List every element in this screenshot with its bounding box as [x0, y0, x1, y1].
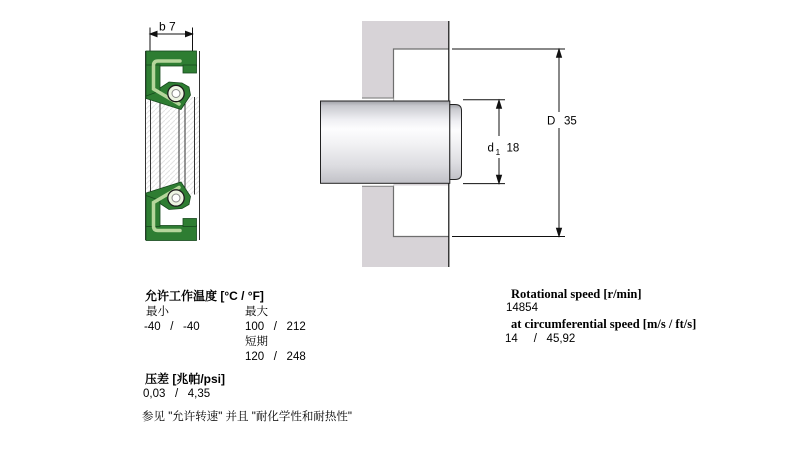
garter-spring-top-core — [172, 90, 180, 98]
d1-label-value: 18 — [506, 142, 520, 155]
reference-note: 参见 "允许转速" 并且 "耐化学性和耐热性" — [142, 411, 352, 423]
b-arrow-right-icon — [186, 31, 193, 36]
d1-dimension — [463, 100, 505, 184]
temperature-short-term-label: 短期 — [245, 336, 268, 348]
pressure-section-header: 压差 [兆帕/psi] — [145, 372, 225, 386]
D-arrow-up-icon — [557, 49, 562, 57]
temperature-min-label: 最小 — [146, 306, 169, 318]
seal-cap-step-top — [183, 65, 197, 73]
seal-metal-insert-hatch — [146, 97, 200, 195]
d1-arrow-down-icon — [497, 175, 502, 183]
d1-arrow-up-icon — [497, 100, 502, 108]
b-dimension-label: b 7 — [159, 19, 176, 34]
temperature-max-label: 最大 — [245, 306, 268, 318]
shaft — [321, 101, 450, 183]
circumferential-speed-value: 14 / 45,92 — [505, 333, 576, 345]
seal-seat-top — [394, 49, 449, 101]
circumferential-speed-header: at circumferential speed [m/s / ft/s] — [511, 317, 697, 331]
temperature-section-header: 允许工作温度 [°C / °F] — [145, 289, 264, 303]
garter-spring-bottom-core — [172, 194, 180, 202]
mounting-drawing — [321, 21, 577, 267]
D-label-value: 35 — [564, 115, 577, 128]
rotational-speed-value: 14854 — [506, 302, 538, 314]
rotational-speed-header: Rotational speed [r/min] — [511, 287, 642, 301]
D-dimension-label — [547, 116, 577, 128]
temperature-max-value: 100 / 212 — [245, 321, 306, 333]
seal-cross-section-drawing — [146, 20, 200, 241]
d1-label-prefix: d — [487, 142, 494, 155]
d1-dimension-label — [488, 143, 520, 158]
pressure-value: 0,03 / 4,35 — [143, 388, 211, 400]
shaft-end-chamfer — [450, 105, 462, 180]
temperature-min-value: -40 / -40 — [144, 321, 200, 333]
d1-label-subscript: 1 — [495, 147, 501, 157]
temperature-short-term-value: 120 / 248 — [245, 351, 306, 363]
D-arrow-down-icon — [557, 228, 562, 236]
D-label-prefix: D — [547, 115, 556, 128]
seal-seat-bottom — [394, 186, 449, 237]
seal-cap-step-bottom — [183, 219, 197, 227]
b-arrow-left-icon — [150, 31, 157, 36]
